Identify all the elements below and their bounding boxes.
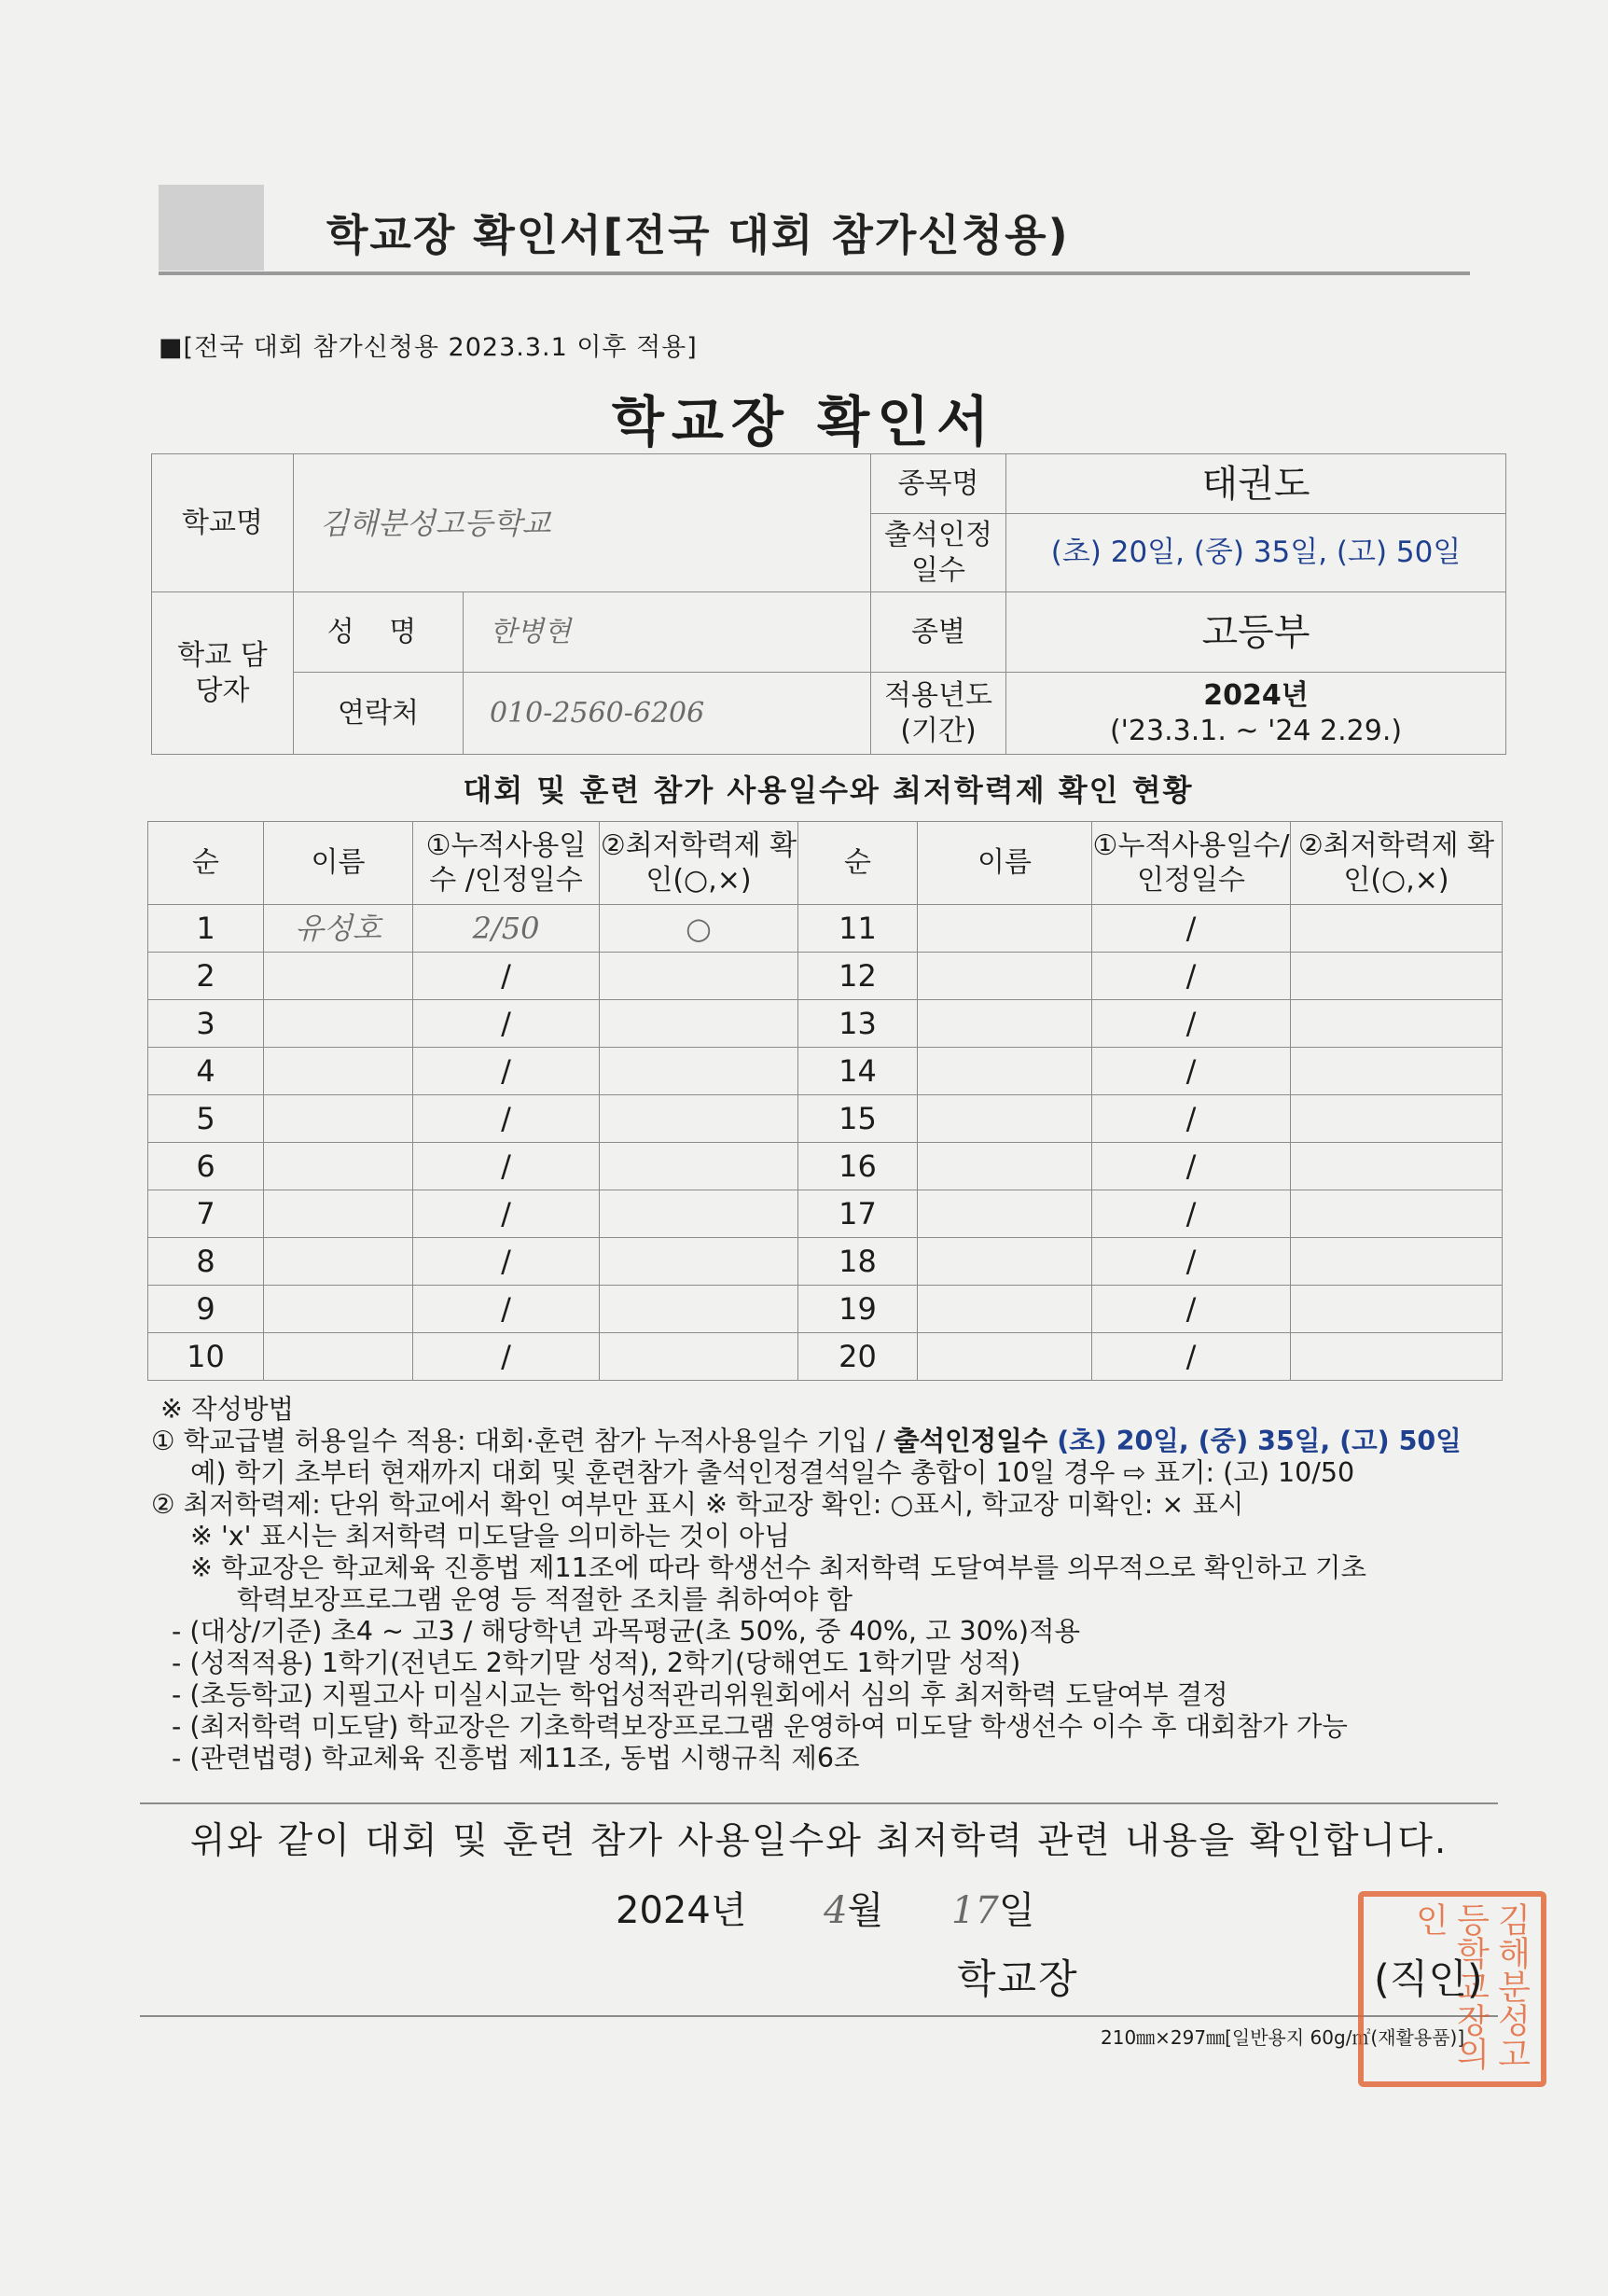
date-day: 17	[950, 1889, 999, 1932]
row-days-2: /	[1092, 1333, 1291, 1381]
col-header-days-2: ①누적사용일수/ 인정일수	[1092, 822, 1291, 905]
row-days: /	[413, 953, 600, 1000]
info-table	[151, 453, 1506, 755]
row-no: 9	[148, 1286, 264, 1333]
table-row	[148, 1286, 1503, 1333]
row-no-2: 13	[798, 1000, 918, 1048]
seal-label: (직인)	[1374, 1956, 1483, 2003]
signer-title: 학교장	[957, 1956, 1079, 2003]
row-name-2	[918, 1095, 1092, 1143]
row-name	[264, 1333, 413, 1381]
instruction-line-3: ② 최저학력제: 단위 학교에서 확인 여부만 표시 ※ 학교장 확인: ○표시, 학교장 미확인: × 표시	[151, 1489, 1244, 1520]
row-no: 5	[148, 1095, 264, 1143]
row-days: /	[413, 1000, 600, 1048]
period-value: ('23.3.1. ~ '24 2.29.)	[1109, 714, 1403, 747]
col-header-academic-2: ②최저학력제 확인(○,×)	[1291, 822, 1503, 905]
row-no-2: 18	[798, 1238, 918, 1286]
row-days-2: /	[1092, 1190, 1291, 1238]
col-header-no-2: 순	[798, 822, 918, 905]
row-no-2: 12	[798, 953, 918, 1000]
row-name	[264, 1143, 413, 1190]
row-no-2: 17	[798, 1190, 918, 1238]
status-title: 대회 및 훈련 참가 사용일수와 최저학력제 확인 현황	[463, 772, 1194, 808]
instruction-line-1-days: (초) 20일, (중) 35일, (고) 50일	[1047, 1426, 1462, 1456]
instruction-line-2: 예) 학기 초부터 현재까지 대회 및 훈련참가 출석인정결석일수 총합이 10일 경우 ⇨ 표기: (고) 10/50	[190, 1457, 1355, 1488]
col-header-no: 순	[148, 822, 264, 905]
row-academic	[600, 1143, 798, 1190]
table-row	[148, 1333, 1503, 1381]
col-header-days: ①누적사용일수 /인정일수	[413, 822, 600, 905]
row-days-2: /	[1092, 1095, 1291, 1143]
row-academic-2	[1291, 1000, 1503, 1048]
row-academic	[600, 1333, 798, 1381]
row-academic	[600, 1000, 798, 1048]
table-row	[148, 1095, 1503, 1143]
attendance-days-label: 출석인정 일수	[871, 514, 1006, 592]
row-days-2: /	[1092, 905, 1291, 953]
applicability-notice: ■[전국 대회 참가신청용 2023.3.1 이후 적용]	[159, 333, 698, 362]
instruction-line-7: - (대상/기준) 초4 ~ 고3 / 해당학년 과목평균(초 50%, 중 40%, 고 30%)적용	[172, 1616, 1081, 1647]
instruction-line-9: - (초등학교) 지필고사 미실시교는 학업성적관리위원회에서 심의 후 최저학력 도달여부 결정	[172, 1679, 1228, 1710]
signing-date	[616, 1881, 1035, 1934]
row-days: 2/50	[413, 905, 600, 953]
confirmation-statement: 위와 같이 대회 및 훈련 참가 사용일수와 최저학력 관련 내용을 확인합니다.	[189, 1820, 1449, 1862]
date-month-unit: 월	[847, 1889, 884, 1932]
row-name-2	[918, 1000, 1092, 1048]
row-days-2: /	[1092, 1286, 1291, 1333]
row-days: /	[413, 1143, 600, 1190]
row-name-2	[918, 953, 1092, 1000]
col-header-name-2: 이름	[918, 822, 1092, 905]
attendance-days-value: (초) 20일, (중) 35일, (고) 50일	[1006, 514, 1506, 592]
header-title: 학교장 확인서[전국 대회 참가신청용)	[326, 210, 1070, 260]
row-no: 7	[148, 1190, 264, 1238]
row-days-2: /	[1092, 1143, 1291, 1190]
row-name	[264, 1238, 413, 1286]
row-academic-2	[1291, 1190, 1503, 1238]
division-value: 고등부	[1006, 592, 1506, 673]
division-label: 종별	[871, 592, 1006, 673]
seal-text: 김해분성고등학교장의인	[1410, 1902, 1531, 2070]
row-name-2	[918, 1333, 1092, 1381]
contact-person-label: 학교 담당자	[152, 592, 294, 755]
row-days: /	[413, 1190, 600, 1238]
instruction-line-11: - (관련법령) 학교체육 진흥법 제11조, 동법 시행규칙 제6조	[172, 1743, 860, 1774]
row-name	[264, 953, 413, 1000]
phone-value: 010-2560-6206	[464, 673, 871, 755]
row-no-2: 11	[798, 905, 918, 953]
row-no-2: 19	[798, 1286, 918, 1333]
row-academic-2	[1291, 905, 1503, 953]
row-academic-2	[1291, 1095, 1503, 1143]
row-name-2	[918, 1143, 1092, 1190]
row-academic	[600, 1048, 798, 1095]
row-days: /	[413, 1286, 600, 1333]
row-name-2	[918, 905, 1092, 953]
participants-table	[147, 821, 1503, 1381]
row-days: /	[413, 1238, 600, 1286]
row-no: 6	[148, 1143, 264, 1190]
year-label: 적용년도 (기간)	[871, 673, 1006, 755]
table-row	[148, 1190, 1503, 1238]
document-title: 학교장 확인서	[611, 390, 997, 453]
row-no: 10	[148, 1333, 264, 1381]
instruction-line-6: 학력보장프로그램 운영 등 적절한 조치를 취하여야 함	[237, 1584, 853, 1615]
sport-value: 태권도	[1006, 454, 1506, 514]
instruction-line-8: - (성적적용) 1학기(전년도 2학기말 성적), 2학기(당해연도 1학기말 성적)	[172, 1648, 1021, 1678]
row-academic	[600, 1190, 798, 1238]
person-name-value: 한병현	[464, 592, 871, 673]
row-name	[264, 1000, 413, 1048]
row-no: 4	[148, 1048, 264, 1095]
date-month: 4	[824, 1889, 848, 1932]
row-no-2: 16	[798, 1143, 918, 1190]
date-year: 2024년	[616, 1889, 747, 1932]
table-row	[148, 905, 1503, 953]
confirm-divider	[140, 1802, 1498, 1804]
table-row	[148, 953, 1503, 1000]
row-academic-2	[1291, 1286, 1503, 1333]
year-cell	[1006, 673, 1506, 755]
row-days-2: /	[1092, 953, 1291, 1000]
instructions	[151, 1394, 1513, 1774]
row-name	[264, 1095, 413, 1143]
sport-label: 종목명	[871, 454, 1006, 514]
row-days-2: /	[1092, 1048, 1291, 1095]
row-name-2	[918, 1190, 1092, 1238]
col-header-academic: ②최저학력제 확인(○,×)	[600, 822, 798, 905]
header-gray-block	[159, 185, 264, 271]
instruction-line-1-bold: 출석인정일수	[894, 1426, 1048, 1456]
row-academic-2	[1291, 1333, 1503, 1381]
row-days: /	[413, 1048, 600, 1095]
row-no-2: 20	[798, 1333, 918, 1381]
row-days: /	[413, 1333, 600, 1381]
table-row	[148, 1048, 1503, 1095]
row-academic	[600, 1238, 798, 1286]
row-no-2: 14	[798, 1048, 918, 1095]
row-days-2: /	[1092, 1000, 1291, 1048]
row-academic-2	[1291, 1143, 1503, 1190]
row-academic-2	[1291, 1048, 1503, 1095]
row-academic	[600, 1095, 798, 1143]
row-name-2	[918, 1048, 1092, 1095]
year-value: 2024년	[1203, 679, 1309, 712]
table-row	[148, 1238, 1503, 1286]
instruction-line-1-text: ① 학교급별 허용일수 적용: 대회·훈련 참가 누적사용일수 기입 /	[151, 1426, 894, 1456]
row-academic-2	[1291, 953, 1503, 1000]
instruction-line-1	[151, 1426, 1513, 1457]
date-day-unit: 일	[998, 1889, 1035, 1932]
row-no-2: 15	[798, 1095, 918, 1143]
row-name: 유성호	[264, 905, 413, 953]
row-academic	[600, 1286, 798, 1333]
instruction-line-5: ※ 학교장은 학교체육 진흥법 제11조에 따라 학생선수 최저학력 도달여부를 의무적으로 확인하고 기초	[190, 1552, 1367, 1583]
col-header-name: 이름	[264, 822, 413, 905]
row-academic-2	[1291, 1238, 1503, 1286]
row-academic: ○	[600, 905, 798, 953]
row-no: 3	[148, 1000, 264, 1048]
row-name	[264, 1190, 413, 1238]
header-divider	[159, 271, 1470, 275]
school-name-value: 김해분성고등학교	[294, 454, 871, 592]
row-days-2: /	[1092, 1238, 1291, 1286]
row-academic	[600, 953, 798, 1000]
table-row	[148, 1000, 1503, 1048]
instruction-line-10: - (최저학력 미도달) 학교장은 기초학력보장프로그램 운영하여 미도달 학생선수 이수 후 대회참가 가능	[172, 1711, 1348, 1742]
row-name	[264, 1048, 413, 1095]
row-no: 2	[148, 953, 264, 1000]
school-name-label: 학교명	[152, 454, 294, 592]
paper-spec: 210㎜×297㎜[일반용지 60g/㎡(재활용품)]	[1101, 2026, 1465, 2049]
table-row	[148, 1143, 1503, 1190]
instruction-line-4: ※ 'x' 표시는 최저학력 미도달을 의미하는 것이 아님	[190, 1521, 790, 1552]
row-name	[264, 1286, 413, 1333]
phone-label: 연락처	[294, 673, 464, 755]
person-name-label: 성 명	[294, 592, 464, 673]
row-no: 8	[148, 1238, 264, 1286]
row-name-2	[918, 1286, 1092, 1333]
row-name-2	[918, 1238, 1092, 1286]
bottom-divider	[140, 2015, 1498, 2017]
row-no: 1	[148, 905, 264, 953]
row-days: /	[413, 1095, 600, 1143]
instructions-title: ※ 작성방법	[160, 1394, 295, 1425]
